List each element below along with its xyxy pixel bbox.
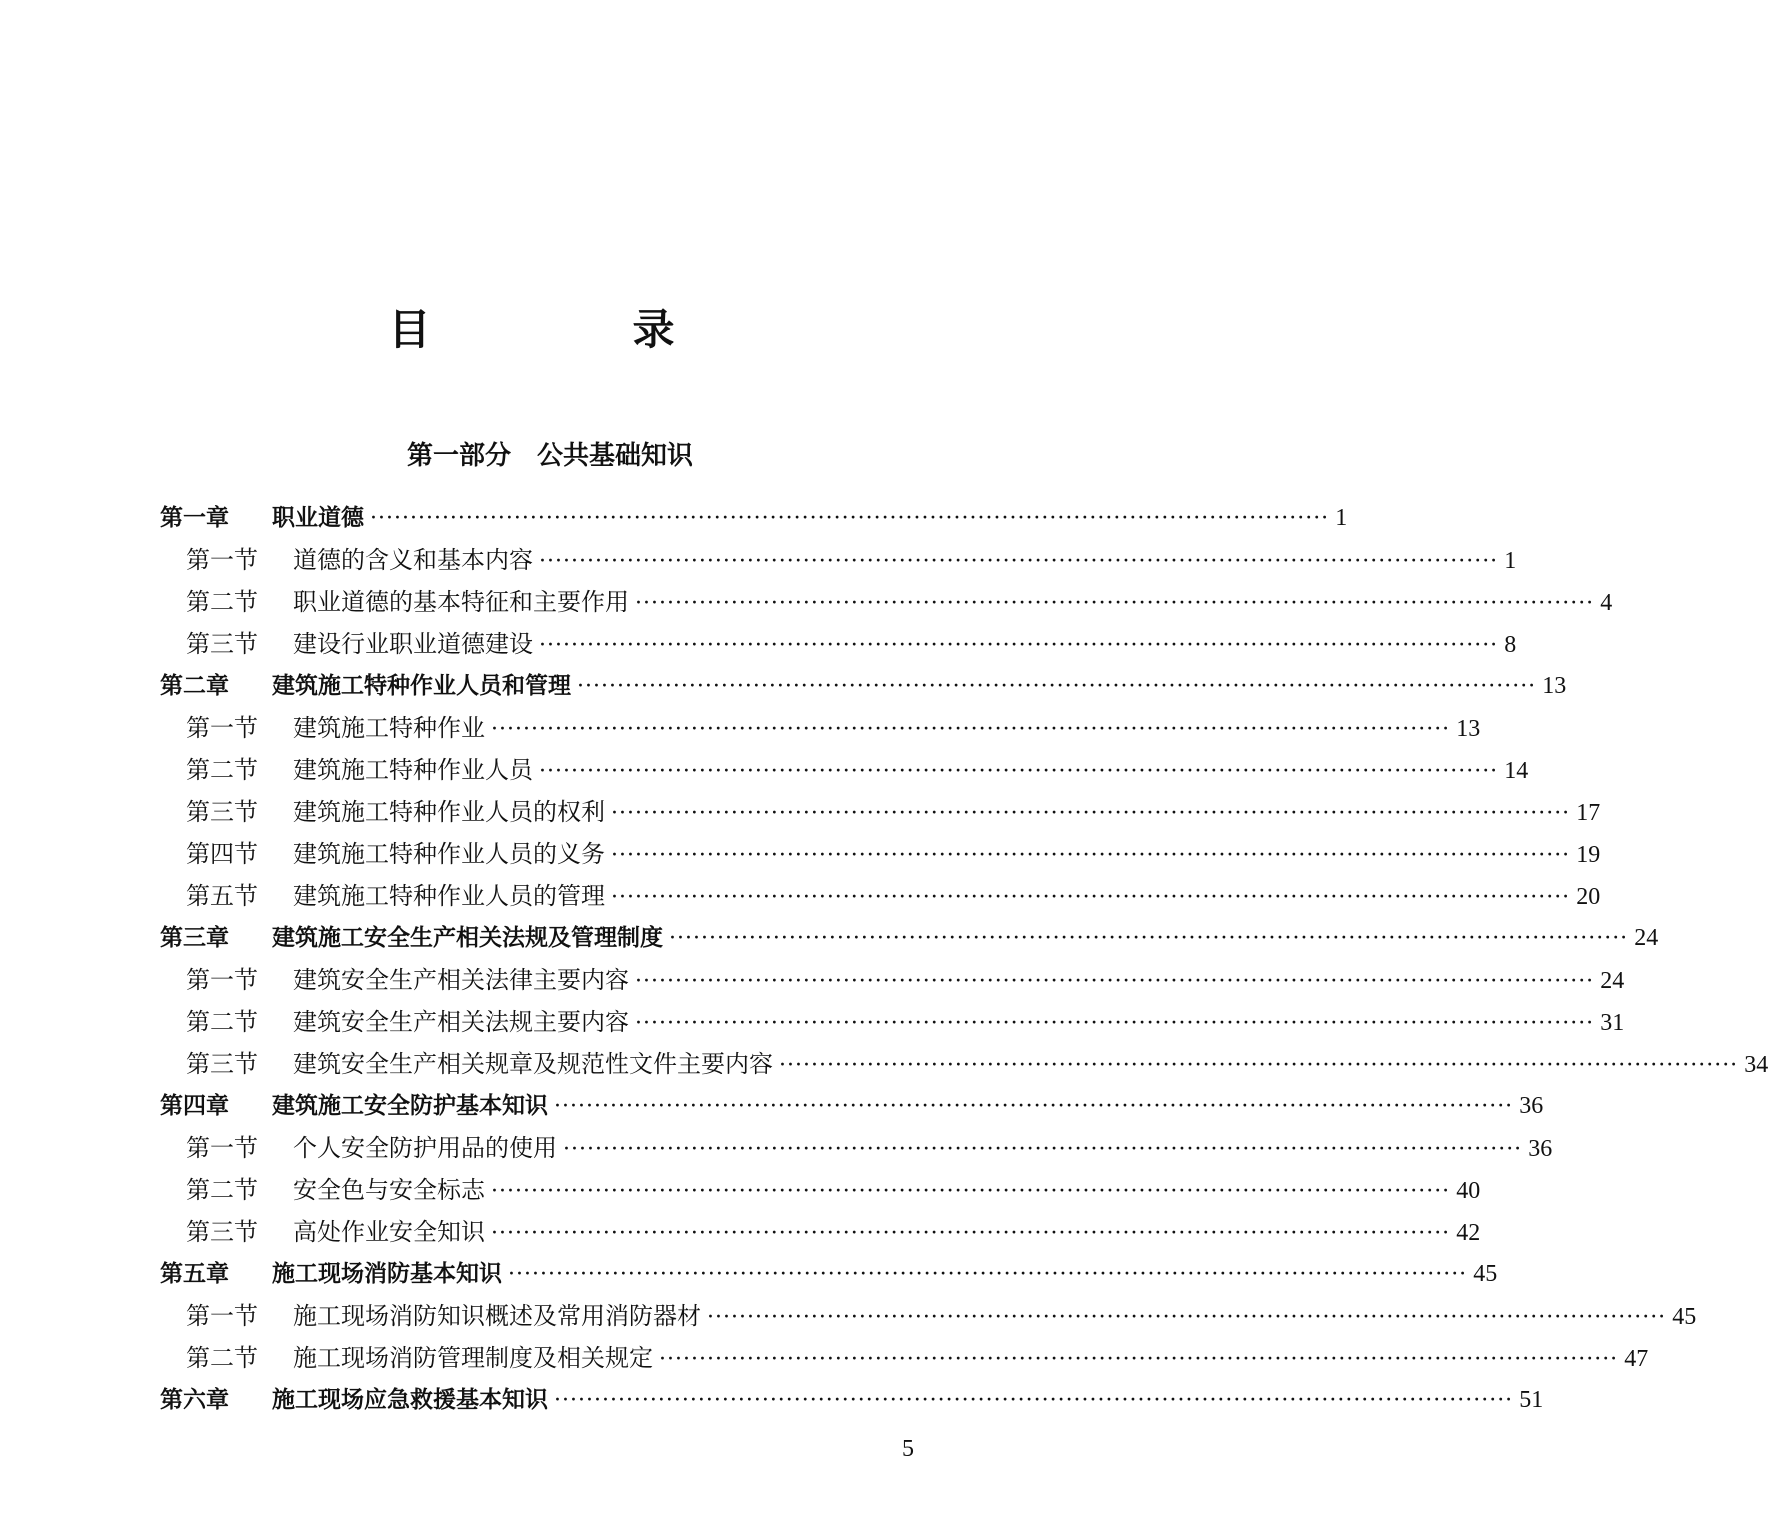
dot-leader: ························································································································ [669,926,1629,951]
toc-section-row[interactable] [160,749,1529,791]
section-title: 施工现场消防知识概述及常用消防器材 [293,1302,701,1330]
page-number: 5 [902,1436,914,1462]
section-number: 第三节 [186,1218,258,1246]
dot-leader: ························································································································ [508,1262,1468,1287]
section-title: 建筑安全生产相关法律主要内容 [293,966,629,994]
dot-leader: ························································································································ [611,801,1571,826]
dot-leader: ························································································································ [707,1305,1667,1330]
dot-leader: ························································································································ [491,717,1451,742]
chapter-title: 建筑施工特种作业人员和管理 [272,673,571,699]
page-ref: 1 [1504,548,1517,574]
page-ref: 14 [1504,758,1529,784]
dot-leader: ························································································································ [370,506,1330,531]
page-ref: 24 [1634,925,1659,951]
section-number: 第五节 [186,882,258,910]
toc-section-row[interactable] [160,1295,1697,1337]
chapter-title: 职业道德 [272,505,364,531]
dot-leader: ························································································································ [491,1221,1451,1246]
toc-section-row[interactable] [160,1337,1649,1379]
page-ref: 13 [1456,716,1481,742]
section-number: 第一节 [186,1134,258,1162]
section-number: 第四节 [186,840,258,868]
page-ref: 36 [1519,1093,1544,1119]
chapter-title: 施工现场应急救援基本知识 [272,1387,548,1413]
section-number: 第一节 [186,546,258,574]
dot-leader: ························································································································ [539,549,1499,574]
section-number: 第一节 [186,966,258,994]
section-title: 高处作业安全知识 [293,1218,485,1246]
dot-leader: ························································································································ [611,843,1571,868]
chapter-number: 第六章 [160,1387,229,1413]
section-title: 建筑施工特种作业人员的管理 [293,882,605,910]
dot-leader: ························································································································ [611,885,1571,910]
section-number: 第二节 [186,1344,258,1372]
toc-section-row[interactable] [160,791,1601,833]
dot-leader: ························································································································ [635,1011,1595,1036]
page-ref: 42 [1456,1220,1481,1246]
dot-leader: ························································································································ [554,1388,1514,1413]
dot-leader: ························································································································ [539,633,1499,658]
section-title: 建筑安全生产相关法规主要内容 [293,1008,629,1036]
page-ref: 8 [1504,632,1517,658]
toc-section-row[interactable] [160,833,1601,875]
toc-section-row[interactable] [160,959,1625,1001]
toc-section-row[interactable] [160,875,1601,917]
dot-leader: ························································································································ [491,1179,1451,1204]
page-ref: 36 [1528,1136,1553,1162]
dot-leader: ························································································································ [659,1347,1619,1372]
dot-leader: ························································································································ [635,969,1595,994]
section-number: 第三节 [186,798,258,826]
section-number: 第三节 [186,630,258,658]
toc-section-row[interactable] [160,1211,1481,1253]
page-ref: 24 [1600,968,1625,994]
page-ref: 20 [1576,884,1601,910]
section-number: 第二节 [186,1176,258,1204]
section-number: 第二节 [186,1008,258,1036]
chapter-title: 建筑施工安全防护基本知识 [272,1093,548,1119]
toc-chapter-row[interactable] [160,917,1659,959]
toc-section-row[interactable] [160,1127,1553,1169]
toc-chapter-row[interactable] [160,1379,1544,1421]
section-title: 个人安全防护用品的使用 [293,1134,557,1162]
section-number: 第二节 [186,588,258,616]
toc-section-row[interactable] [160,623,1517,665]
part-title: 第一部分 公共基础知识 [406,441,693,471]
page-ref: 1 [1335,505,1348,531]
page-ref: 51 [1519,1387,1544,1413]
section-title: 建筑施工特种作业人员的义务 [293,840,605,868]
chapter-number: 第一章 [160,505,229,531]
section-title: 道德的含义和基本内容 [293,546,533,574]
page-ref: 45 [1473,1261,1498,1287]
toc-section-row[interactable] [160,1001,1625,1043]
dot-leader: ························································································································ [563,1137,1523,1162]
dot-leader: ························································································································ [779,1053,1739,1078]
dot-leader: ························································································································ [554,1094,1514,1119]
toc-chapter-row[interactable] [160,1253,1498,1295]
toc-section-row[interactable] [160,1169,1481,1211]
section-number: 第三节 [186,1050,258,1078]
page-ref: 31 [1600,1010,1625,1036]
section-number: 第一节 [186,1302,258,1330]
table-of-contents [160,497,1768,1421]
page-ref: 45 [1672,1304,1697,1330]
section-title: 建筑施工特种作业人员的权利 [293,798,605,826]
page-ref: 40 [1456,1178,1481,1204]
section-title: 建筑安全生产相关规章及规范性文件主要内容 [293,1050,773,1078]
toc-section-row[interactable] [160,539,1517,581]
page-title: 目 录 [388,305,755,354]
section-title: 建筑施工特种作业人员 [293,756,533,784]
toc-chapter-row[interactable] [160,497,1348,539]
section-number: 第一节 [186,714,258,742]
toc-section-row[interactable] [160,581,1613,623]
toc-section-row[interactable] [160,707,1481,749]
page-ref: 19 [1576,842,1601,868]
chapter-title: 建筑施工安全生产相关法规及管理制度 [272,925,663,951]
section-title: 施工现场消防管理制度及相关规定 [293,1344,653,1372]
page-ref: 47 [1624,1346,1649,1372]
page-ref: 13 [1542,673,1567,699]
toc-chapter-row[interactable] [160,665,1567,707]
dot-leader: ························································································································ [635,591,1595,616]
section-number: 第二节 [186,756,258,784]
page-ref: 4 [1600,590,1613,616]
dot-leader: ························································································································ [539,759,1499,784]
toc-section-row[interactable] [160,1043,1768,1085]
section-title: 建设行业职业道德建设 [293,630,533,658]
chapter-title: 施工现场消防基本知识 [272,1261,502,1287]
dot-leader: ························································································································ [577,674,1537,699]
section-title: 建筑施工特种作业 [293,714,485,742]
chapter-number: 第四章 [160,1093,229,1119]
page-ref: 17 [1576,800,1601,826]
toc-chapter-row[interactable] [160,1085,1544,1127]
section-title: 安全色与安全标志 [293,1176,485,1204]
page-ref: 34 [1744,1052,1768,1078]
chapter-number: 第二章 [160,673,229,699]
chapter-number: 第三章 [160,925,229,951]
chapter-number: 第五章 [160,1261,229,1287]
section-title: 职业道德的基本特征和主要作用 [293,588,629,616]
